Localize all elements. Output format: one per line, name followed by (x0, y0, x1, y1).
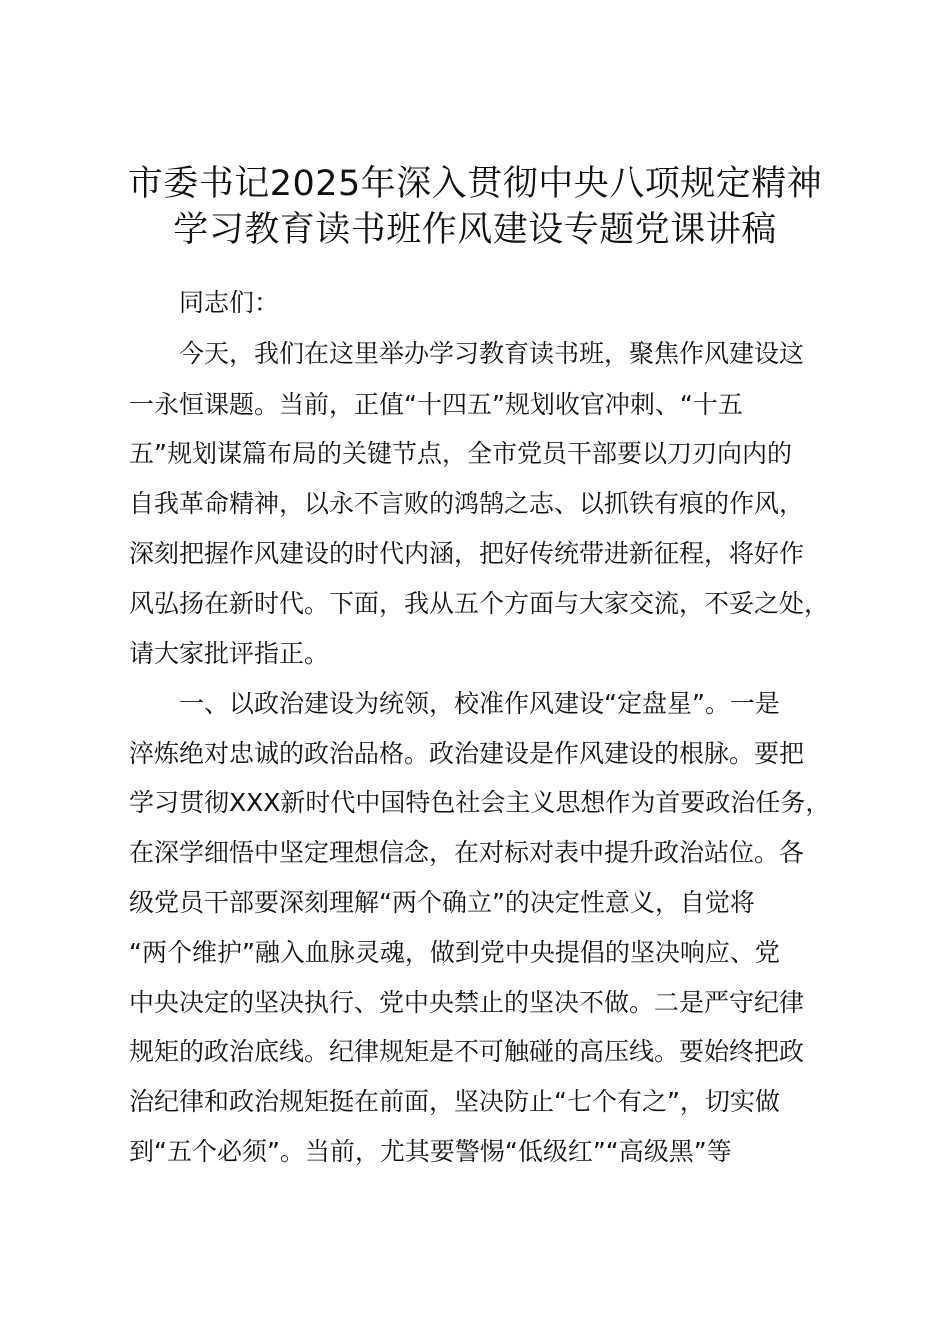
body-line: 中央决定的坚决执行、党中央禁止的坚决不做。二是严守纪律 (129, 988, 805, 1017)
body-line: 一、以政治建设为统领，校准作风建设“定盘星”。一是 (179, 689, 780, 718)
body-line: 今天，我们在这里举办学习教育读书班，聚焦作风建设这 (179, 339, 805, 368)
body-line: 到“五个必须”。当前，尤其要警惕“低级红”“高级黑”等 (129, 1137, 732, 1166)
body-line: 在深学细悟中坚定理想信念，在对标对表中提升政治站位。各 (129, 838, 805, 867)
salutation: 同志们： (179, 288, 280, 317)
body-line: 一永恒课题。当前，正值“十四五”规划收官冲刺、“十五 (129, 390, 743, 419)
body-line: 治纪律和政治规矩挺在前面，坚决防止“七个有之”，切实做 (129, 1087, 780, 1116)
body-line: 学习贯彻XXX新时代中国特色社会主义思想作为首要政治任务， (129, 788, 831, 817)
body-line: 淬炼绝对忠诚的政治品格。政治建设是作风建设的根脉。要把 (129, 739, 805, 768)
body-line: 五”规划谋篇布局的关键节点，全市党员干部要以刀刃向内的 (129, 439, 792, 468)
body-line: 级党员干部要深刻理解“两个确立”的决定性意义，自觉将 (129, 888, 755, 917)
body-line: 规矩的政治底线。纪律规矩是不可触碰的高压线。要始终把政 (129, 1037, 805, 1066)
document-title-line-2: 学习教育读书班作风建设专题党课讲稿 (173, 210, 777, 250)
body-line: 风弘扬在新时代。下面，我从五个方面与大家交流，不妥之处， (129, 589, 830, 618)
body-line: “两个维护”融入血脉灵魂，做到党中央提倡的坚决响应、党 (129, 938, 780, 967)
body-line: 请大家批评指正。 (129, 639, 330, 668)
body-line: 自我革命精神，以永不言败的鸿鹄之志、以抓铁有痕的作风， (129, 489, 805, 518)
body-line: 深刻把握作风建设的时代内涵，把好传统带进新征程，将好作 (129, 539, 805, 568)
document-title-line-1: 市委书记2025年深入贯彻中央八项规定精神 (127, 164, 823, 204)
